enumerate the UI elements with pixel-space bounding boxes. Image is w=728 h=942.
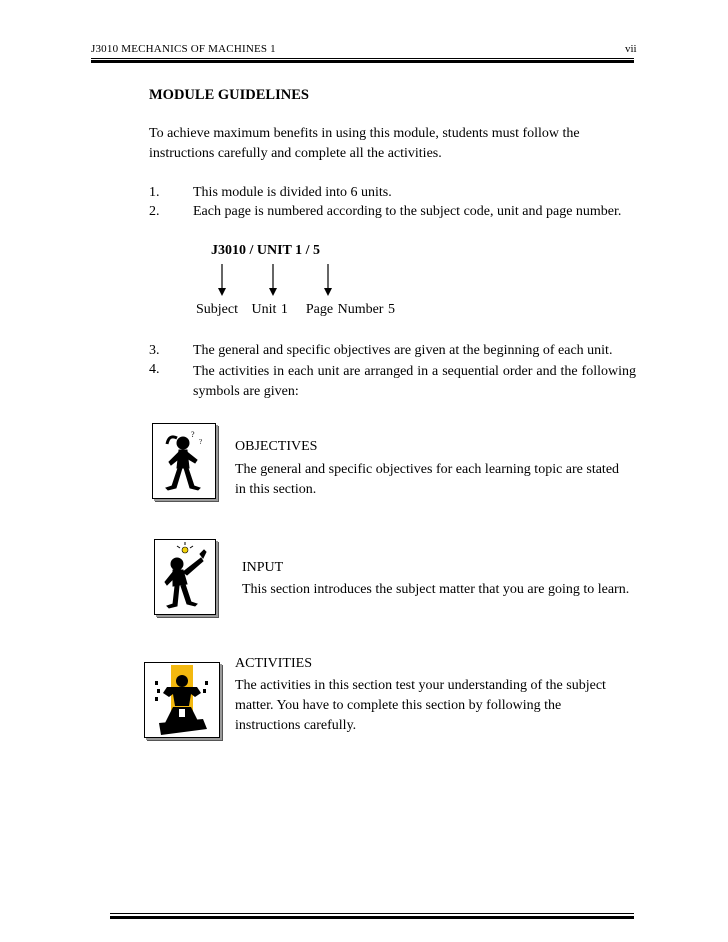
objectives-description: [235, 460, 619, 500]
activities-title: ACTIVITIES: [235, 656, 312, 671]
strongman-icon: [145, 663, 219, 737]
svg-text:?: ?: [191, 430, 195, 439]
input-symbol: [154, 539, 216, 615]
description-line: The activities in this section test your understanding of the subject: [235, 678, 606, 693]
description-line: matter. You have to complete this section by following the: [235, 698, 562, 713]
activities-description: [235, 676, 606, 736]
list-number: 2.: [149, 204, 160, 219]
description-line: instructions carefully.: [235, 718, 357, 733]
description-line: This section introduces the subject matter that you are going to learn.: [242, 582, 630, 597]
page-code-arrows: [200, 262, 350, 302]
description-line: in this section.: [235, 482, 317, 497]
list-item-text: This module is divided into 6 units.: [193, 185, 392, 200]
section-title: MODULE GUIDELINES: [149, 87, 309, 103]
list-item-text: The general and specific objectives are given at the beginning of each unit.: [193, 343, 613, 358]
list-item-text: The activities in each unit are arranged in a sequential order and the following symbols are given:: [193, 364, 636, 399]
footer-rule: [110, 913, 634, 914]
running-header-title: J3010 MECHANICS OF MACHINES 1: [91, 43, 276, 55]
objectives-symbol: [152, 423, 216, 499]
input-description: [242, 580, 629, 600]
input-title: INPUT: [242, 560, 284, 575]
activities-symbol: [144, 662, 220, 738]
page-code: J3010 / UNIT 1 / 5: [211, 243, 321, 258]
page-code-labels: Subject Unit 1 Page Number 5: [196, 302, 395, 317]
intro-paragraph: [149, 124, 629, 163]
thinking-person-icon: [153, 424, 215, 498]
intro-line: instructions carefully and complete all the activities.: [149, 145, 442, 161]
list-number: 3.: [149, 343, 160, 358]
intro-line: To achieve maximum benefits in using this module, students must follow the: [149, 126, 580, 141]
description-line: The general and specific objectives for each learning topic are stated: [235, 462, 620, 477]
header-rule-thick: [91, 60, 634, 63]
footer-rule-thick: [110, 916, 634, 919]
list-number: 4.: [149, 362, 160, 377]
idea-person-icon: [155, 540, 215, 614]
objectives-title: OBJECTIVES: [235, 439, 318, 454]
header-rule: [91, 58, 634, 59]
list-item-text: Each page is numbered according to the subject code, unit and page number.: [193, 204, 622, 219]
list-number: 1.: [149, 185, 160, 200]
page-number: vii: [625, 43, 637, 55]
svg-text:?: ?: [199, 438, 203, 446]
